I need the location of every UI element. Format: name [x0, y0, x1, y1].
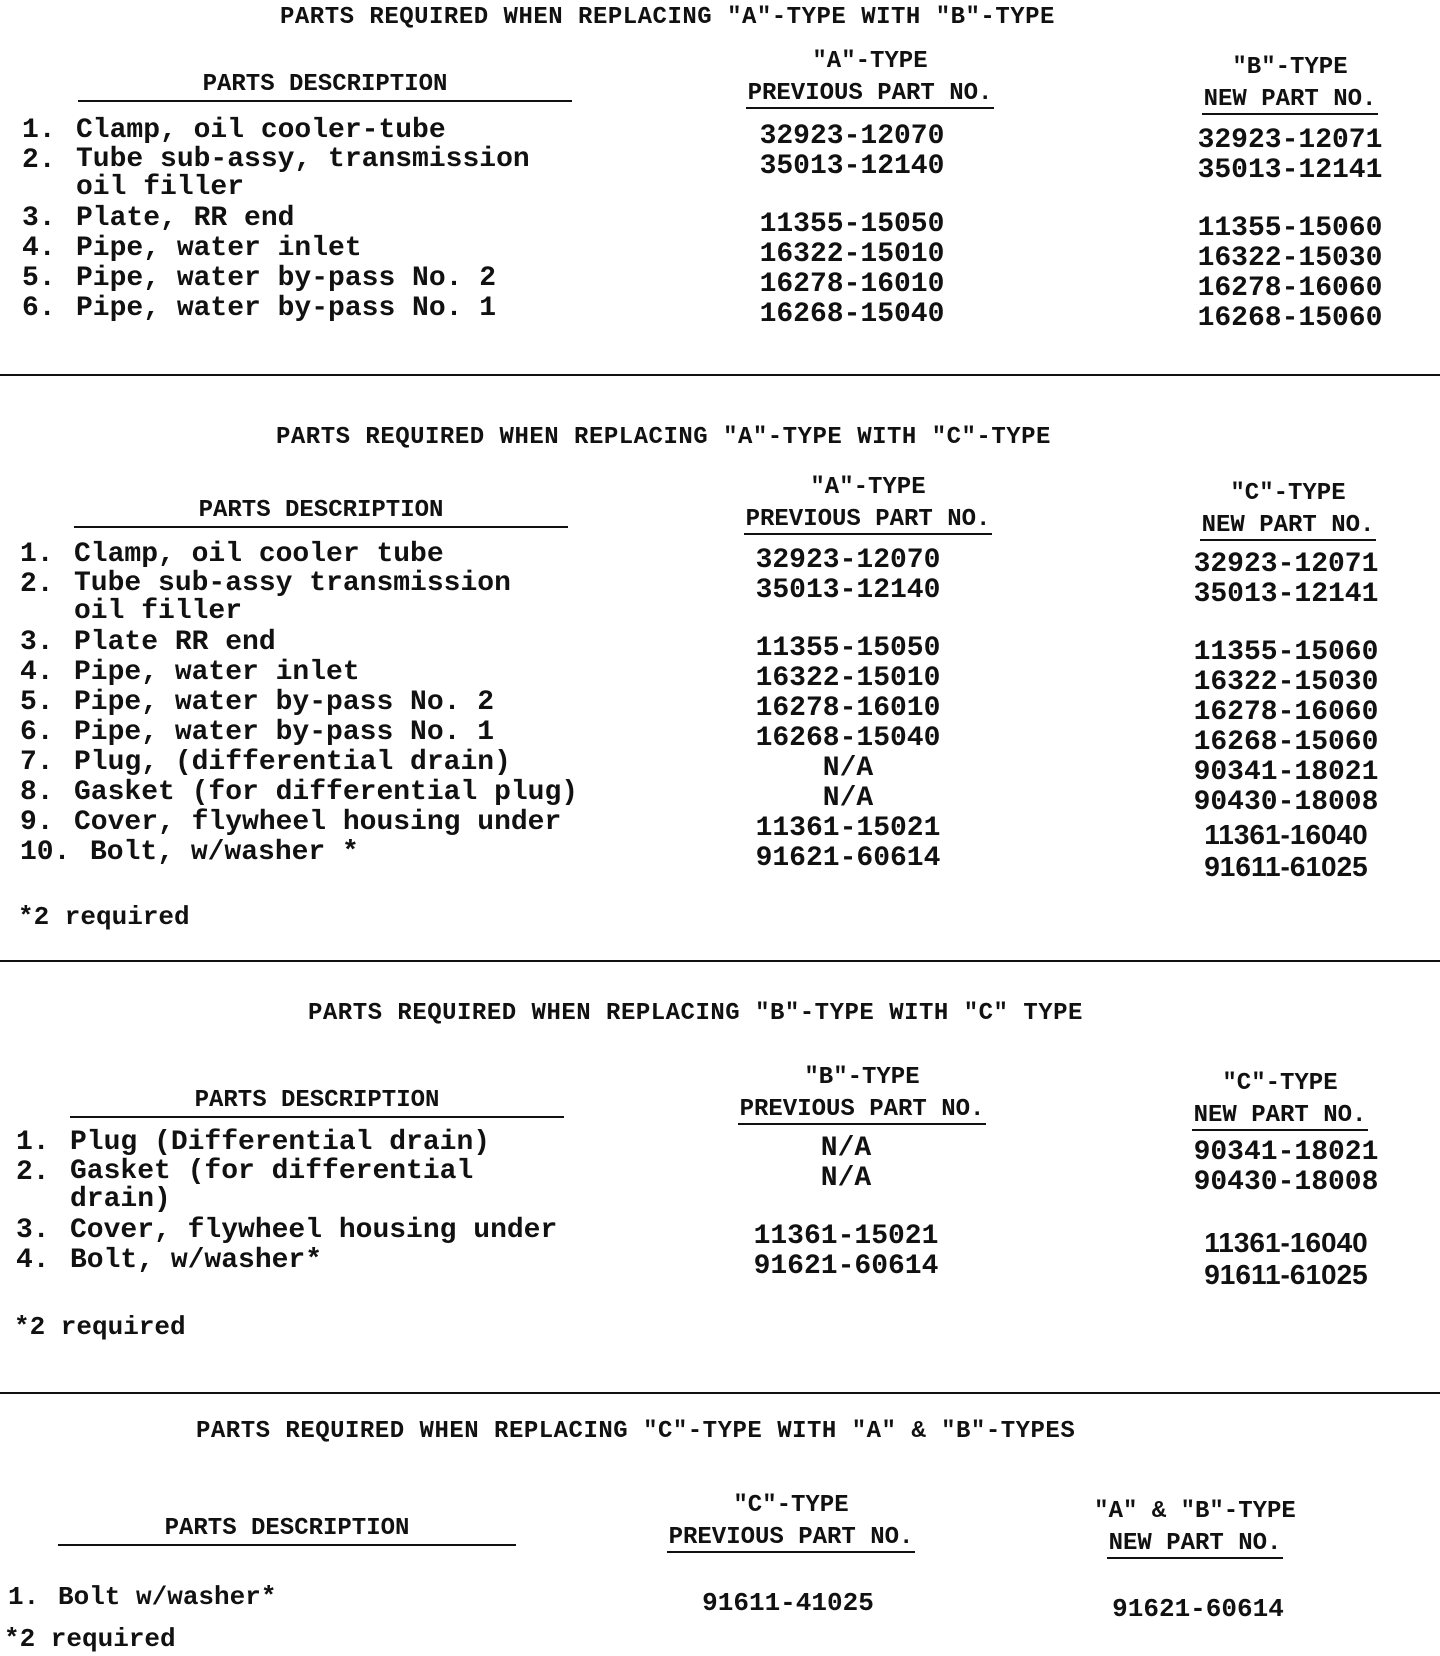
table-row: [20, 807, 1420, 850]
row-new-part: 11361-16040: [1204, 1227, 1368, 1258]
row-description: Bolt, w/washer *: [90, 837, 359, 868]
row-number: 6.: [20, 717, 54, 748]
row-description: Clamp, oil cooler tube: [74, 539, 444, 570]
row-previous-part: 91621-60614: [753, 1251, 939, 1282]
row-description: Pipe, water inlet: [76, 233, 362, 264]
new-part-header: [1158, 478, 1418, 542]
section-divider: [0, 1392, 1440, 1394]
previous-type-label: "B"-TYPE: [804, 1064, 920, 1091]
row-previous-part: 91611-41025: [702, 1588, 874, 1618]
row-new-part: 90430-18008: [1193, 1167, 1379, 1198]
previous-part-header: [636, 1490, 946, 1554]
row-description: Cover, flywheel housing under: [74, 807, 562, 838]
row-description: Clamp, oil cooler-tube: [76, 115, 446, 146]
previous-type-label: "A"-TYPE: [810, 474, 926, 501]
row-previous-part: 16268-15040: [755, 723, 941, 754]
row-number: 3.: [20, 627, 54, 658]
row-number: 2.: [16, 1157, 50, 1188]
row-new-part: 35013-12141: [1193, 579, 1379, 610]
footnote: *2 required: [4, 1624, 176, 1654]
row-number: 8.: [20, 777, 54, 808]
row-new-part: 11361-16040: [1204, 819, 1368, 850]
parts-description-header: PARTS DESCRIPTION: [70, 1086, 564, 1118]
row-description: Tube sub-assy transmission oil filler: [74, 568, 511, 627]
row-number: 4.: [16, 1245, 50, 1276]
row-number: 1.: [16, 1127, 50, 1158]
row-new-part: 32923-12071: [1197, 125, 1383, 156]
row-new-part: 16278-16060: [1197, 273, 1383, 304]
row-new-part: 90430-18008: [1193, 787, 1379, 818]
footnote: *2 required: [14, 1312, 186, 1342]
new-part-label: NEW PART NO.: [1201, 512, 1375, 539]
table-row: [22, 293, 1422, 334]
section-divider: [0, 960, 1440, 962]
row-description: Pipe, water inlet: [74, 657, 360, 688]
table-row: [16, 1245, 1416, 1290]
previous-part-label: PREVIOUS PART NO.: [739, 1096, 985, 1123]
row-number: 1.: [8, 1582, 40, 1612]
table-row: [16, 1127, 1416, 1168]
previous-part-header: [692, 1062, 1032, 1126]
parts-description-header: PARTS DESCRIPTION: [74, 496, 568, 528]
row-number: 9.: [20, 807, 54, 838]
row-description: Pipe, water by-pass No. 2: [76, 263, 497, 294]
footnote: *2 required: [18, 902, 190, 932]
row-previous-part: 35013-12140: [759, 151, 945, 182]
table-row: [8, 1582, 1408, 1624]
new-part-label: NEW PART NO.: [1108, 1530, 1282, 1557]
section-title: PARTS REQUIRED WHEN REPLACING "C"-TYPE WITH "A" & "B"-TYPES: [196, 1418, 1076, 1445]
row-previous-part: 16268-15040: [759, 299, 945, 330]
new-part-header: [1150, 1068, 1410, 1132]
row-description: Pipe, water by-pass No. 1: [76, 293, 497, 324]
row-previous-part: 35013-12140: [755, 575, 941, 606]
row-number: 5.: [22, 263, 56, 294]
row-description: Plug, (differential drain): [74, 747, 511, 778]
row-new-part: 16322-15030: [1197, 243, 1383, 274]
row-previous-part: 91621-60614: [755, 843, 941, 874]
row-number: 7.: [20, 747, 54, 778]
row-previous-part: 32923-12070: [759, 121, 945, 152]
new-part-header: [1050, 1496, 1340, 1560]
row-new-part: 91611-61025: [1204, 851, 1368, 882]
row-previous-part: 11355-15050: [759, 209, 945, 240]
row-new-part: 91611-61025: [1204, 1259, 1368, 1290]
row-number: 2.: [20, 569, 54, 600]
previous-part-label: PREVIOUS PART NO.: [668, 1524, 914, 1551]
previous-part-label: PREVIOUS PART NO.: [745, 506, 991, 533]
parts-table: [8, 1582, 1408, 1624]
table-row: [22, 146, 1422, 204]
table-row: [22, 233, 1422, 274]
new-type-label: "C"-TYPE: [1222, 1070, 1338, 1097]
row-previous-part: 16278-16010: [759, 269, 945, 300]
new-type-label: "B"-TYPE: [1232, 54, 1348, 81]
previous-part-label: PREVIOUS PART NO.: [747, 80, 993, 107]
table-row: [22, 115, 1422, 156]
new-type-label: "C"-TYPE: [1230, 480, 1346, 507]
parts-table: [16, 1127, 1416, 1290]
row-previous-part: N/A: [822, 783, 874, 814]
row-description: Bolt w/washer*: [58, 1582, 277, 1612]
row-number: 5.: [20, 687, 54, 718]
parts-description-header: PARTS DESCRIPTION: [78, 70, 572, 102]
row-new-part: 16268-15060: [1193, 727, 1379, 758]
row-new-part: 16322-15030: [1193, 667, 1379, 698]
row-new-part: 90341-18021: [1193, 757, 1379, 788]
previous-type-label: "A"-TYPE: [812, 48, 928, 75]
row-new-part: 16268-15060: [1197, 303, 1383, 334]
table-row: [20, 657, 1420, 698]
row-previous-part: 11355-15050: [755, 633, 941, 664]
row-number: 2.: [22, 145, 56, 176]
row-description: Pipe, water by-pass No. 2: [74, 687, 495, 718]
row-new-part: 32923-12071: [1193, 549, 1379, 580]
section-title: PARTS REQUIRED WHEN REPLACING "B"-TYPE WITH "C" TYPE: [308, 1000, 1083, 1027]
row-new-part: 35013-12141: [1197, 155, 1383, 186]
table-row: [20, 717, 1420, 758]
previous-part-header: [700, 46, 1040, 110]
table-row: [20, 539, 1420, 580]
row-previous-part: N/A: [820, 1163, 872, 1194]
table-row: [20, 777, 1420, 818]
row-previous-part: 16278-16010: [755, 693, 941, 724]
row-previous-part: 11361-15021: [755, 813, 941, 844]
row-description: Bolt, w/washer*: [70, 1245, 323, 1276]
row-number: 1.: [22, 115, 56, 146]
row-description: Plate, RR end: [76, 203, 295, 234]
row-previous-part: N/A: [822, 753, 874, 784]
row-number: 4.: [22, 233, 56, 264]
row-previous-part: 16322-15010: [759, 239, 945, 270]
row-description: Tube sub-assy, transmission oil filler: [76, 144, 530, 203]
row-previous-part: 11361-15021: [753, 1221, 939, 1252]
row-description: Pipe, water by-pass No. 1: [74, 717, 495, 748]
row-new-part: 11355-15060: [1193, 637, 1379, 668]
row-number: 3.: [16, 1215, 50, 1246]
row-new-part: 16278-16060: [1193, 697, 1379, 728]
row-previous-part: N/A: [820, 1133, 872, 1164]
row-previous-part: 16322-15010: [755, 663, 941, 694]
table-row: [20, 837, 1420, 882]
row-number: 3.: [22, 203, 56, 234]
row-new-part: 91621-60614: [1112, 1594, 1284, 1624]
row-description: Plate RR end: [74, 627, 276, 658]
table-row: [20, 570, 1420, 628]
table-row: [16, 1158, 1416, 1216]
previous-type-label: "C"-TYPE: [733, 1492, 849, 1519]
new-part-label: NEW PART NO.: [1193, 1102, 1367, 1129]
row-number: 6.: [22, 293, 56, 324]
table-row: [20, 747, 1420, 788]
row-number: 1.: [20, 539, 54, 570]
parts-description-header: PARTS DESCRIPTION: [58, 1514, 516, 1546]
table-row: [22, 203, 1422, 244]
row-new-part: 11355-15060: [1197, 213, 1383, 244]
parts-table: [20, 539, 1420, 882]
row-number: 10.: [20, 837, 71, 868]
row-number: 4.: [20, 657, 54, 688]
new-part-label: NEW PART NO.: [1203, 86, 1377, 113]
new-type-label: "A" & "B"-TYPE: [1094, 1498, 1296, 1525]
row-new-part: 90341-18021: [1193, 1137, 1379, 1168]
previous-part-header: [698, 472, 1038, 536]
section-divider: [0, 374, 1440, 376]
section-title: PARTS REQUIRED WHEN REPLACING "A"-TYPE WITH "B"-TYPE: [280, 4, 1055, 31]
row-description: Gasket (for differential plug): [74, 777, 579, 808]
table-row: [22, 263, 1422, 304]
table-row: [20, 687, 1420, 728]
row-description: Gasket (for differential drain): [70, 1156, 474, 1215]
table-row: [20, 627, 1420, 668]
section-title: PARTS REQUIRED WHEN REPLACING "A"-TYPE WITH "C"-TYPE: [276, 424, 1051, 451]
row-description: Cover, flywheel housing under: [70, 1215, 558, 1246]
row-previous-part: 32923-12070: [755, 545, 941, 576]
row-description: Plug (Differential drain): [70, 1127, 491, 1158]
parts-table: [22, 115, 1422, 334]
table-row: [16, 1215, 1416, 1258]
new-part-header: [1160, 52, 1420, 116]
